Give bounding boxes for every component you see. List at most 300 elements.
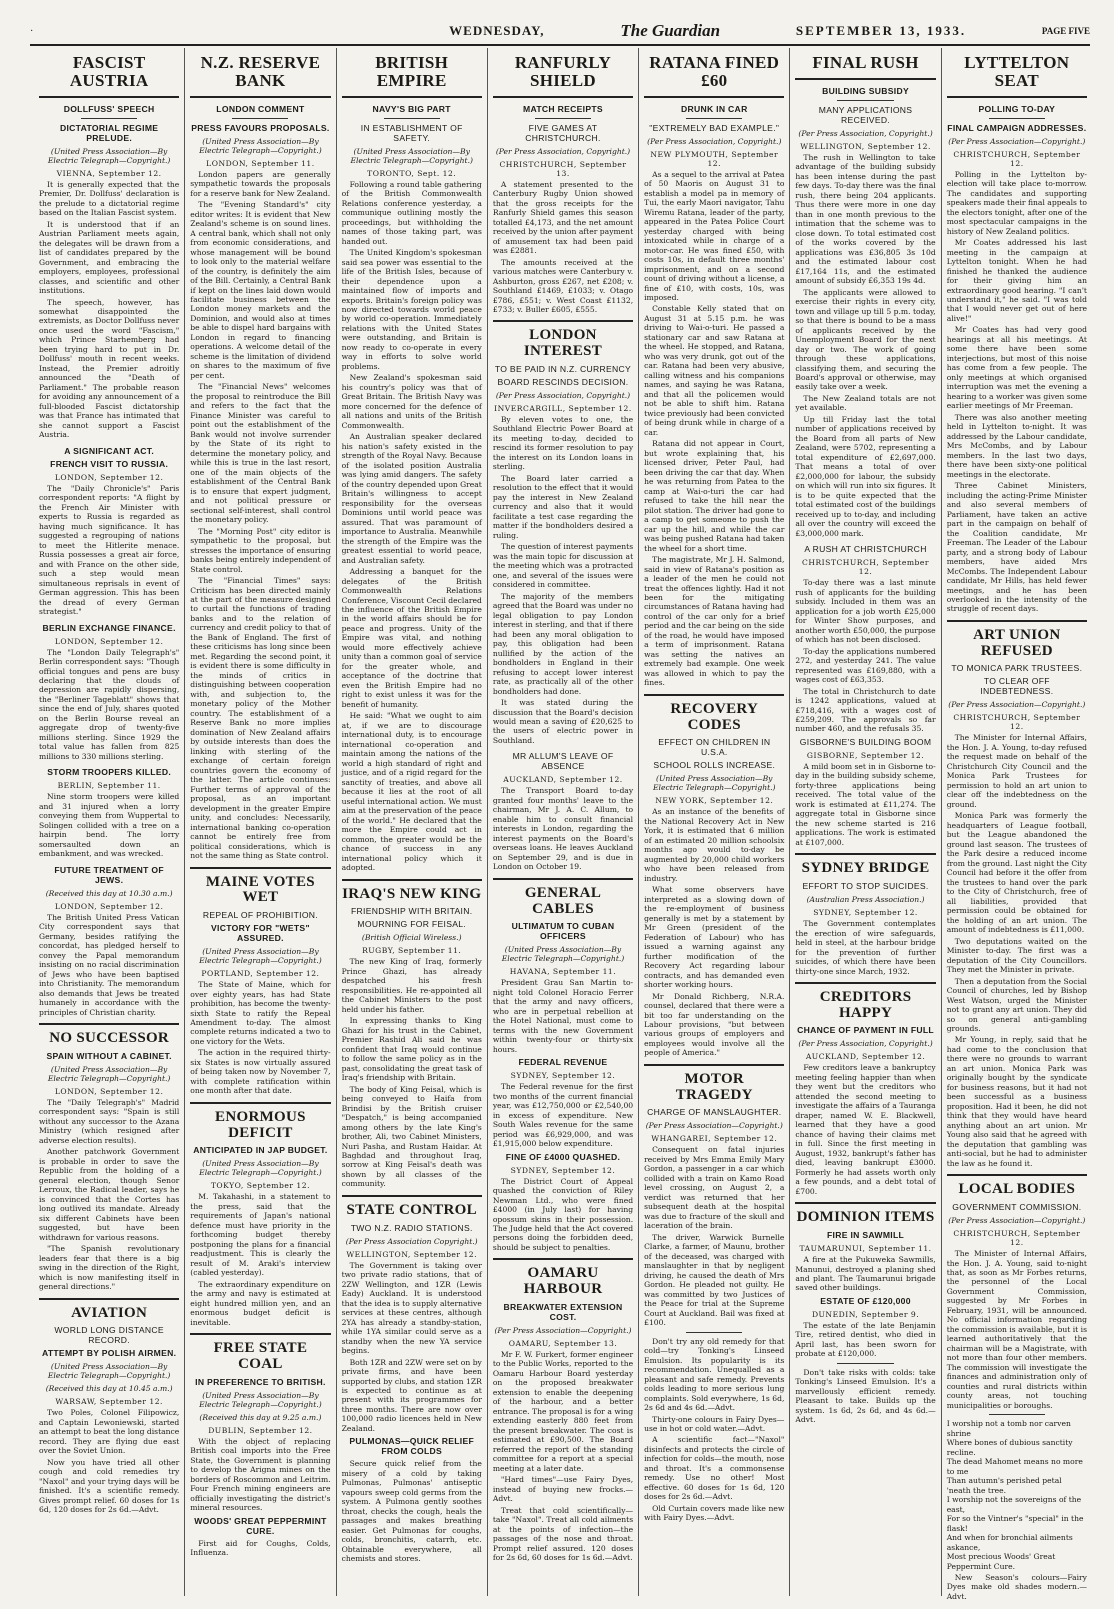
- subheadline: REPEAL OF PROHIBITION.: [202, 910, 318, 921]
- divider: [342, 879, 482, 881]
- headline: DOMINION ITEMS: [796, 1209, 935, 1226]
- paragraph: The question of interest payments was the main topic for discussion at the meeting which was a protracted one, and several of the issues were considered in committee.: [492, 542, 634, 590]
- paragraph: The British United Press Vatican City correspondent says that Germany, besides ratifying the concordat, has pledged herself to convey the Papal memorandum insisting on no racial discrimination of Jews who have been baptised into Christianity. The memorandum also demands that Jews be treated humanely in accordance with the principles of Christian charity.: [39, 912, 180, 1017]
- story-iraq-king: [342, 879, 482, 1189]
- subheadline: GISBORNE'S BUILDING BOOM: [799, 736, 932, 747]
- divider: [81, 118, 137, 119]
- headline: ART UNION REFUSED: [973, 626, 1061, 659]
- subheadline: BUILDING SUBSIDY: [822, 85, 910, 96]
- dateline: LONDON, September 12.: [54, 472, 164, 482]
- credit-line: (United Press Association—By Electric Telegraph—Copyright.): [350, 146, 473, 165]
- column-3: [337, 48, 488, 1596]
- headline: SYDNEY BRIDGE: [801, 860, 930, 877]
- paragraph: The extraordinary expenditure on the army and navy is estimated at eight hundred million yen, and an enormous budget deficit is inevitable.: [190, 1279, 331, 1327]
- credit-line: (Per Press Association, Copyright.): [798, 128, 933, 138]
- dateline: OAMARU, September 13.: [508, 1338, 618, 1348]
- credit-line: (Per Press Association, Copyright.): [798, 1039, 933, 1049]
- dateline: TOKYO, September 12.: [210, 1181, 310, 1191]
- divider: [686, 118, 742, 119]
- paragraph: It is understood that if an Austrian Parliament meets again, the delegates will be drawn from a list of candidates prepared by the Government, and embracing the employers, employees, professional classes, and scientific and other institutions.: [39, 219, 180, 296]
- paragraph: The magistrate, Mr J. H. Salmond, said in view of Ratana's position as a leader of the men he could not treat the offences lightly. Had it not been for the mitigating circumstances of Ratana having had control of the car only for a brief period and the car being on the side of the road, he would have imposed a term of imprisonment. Ratana was setting the natives an extremely bad example. One week was allowed in which to pay the fines.: [644, 555, 785, 688]
- paragraph: By eleven votes to one, the Southland Electric Power Board at its meeting to-day, decided to rescind its former resolution to pay the interest on its London loans in sterling.: [492, 414, 634, 472]
- masthead-day: WEDNESDAY,: [449, 23, 545, 38]
- divider: [795, 853, 935, 855]
- credit-line: (United Press Association—By Electric Telegraph—Copyright.): [47, 146, 171, 165]
- divider: [837, 1363, 893, 1364]
- credit-line: (United Press Association—By Electric Telegraph—Copyright.): [47, 1362, 171, 1381]
- subheadline: ANTICIPATED IN JAP BUDGET.: [193, 1145, 328, 1156]
- subheadline: PRESS FAVOURS PROPOSALS.: [191, 122, 330, 133]
- subheadline: SPAIN WITHOUT A CABINET.: [46, 1050, 172, 1061]
- divider: [342, 1195, 482, 1197]
- credit-line: (United Press Association—By Electric Telegraph—Copyright.): [501, 945, 625, 964]
- advertisement: Don't try any old remedy for that cold—try Tonking's Linseed Emulsion. Its popularity is its recommendation. Unequalled as a pleasant and safe remedy. Prevents colds leading to more serious lung complaints. Sold everywhere, 1s 6d, 2s 6d and 4s 6d.—Advt.: [644, 1336, 785, 1413]
- subheadline: A SIGNIFICANT ACT.: [64, 445, 155, 456]
- paragraph: The State of Maine, which for over eighty years, has had State prohibition, has become the twenty-sixth State to ratify the Repeal Amendment to-day. The almost complete returns indicated a two to one victory for the Wets.: [190, 980, 331, 1046]
- story-free-state-coal: [190, 1333, 330, 1557]
- advertisement: Thirty-one colours in Fairy Dyes—use in hot or cold water.—Advt.: [644, 1414, 785, 1433]
- advertisement: New Season's colours—Fairy Dyes make old shades modern.—Advt.: [946, 1573, 1087, 1601]
- story-maine-votes: [190, 867, 330, 1096]
- story-ranfurly-shield: [493, 54, 633, 314]
- credit-line: (Per Press Association Copyright.): [345, 1236, 478, 1246]
- dateline: CHRISTCHURCH, September 12.: [953, 149, 1081, 168]
- paragraph: With the object of replacing British coal imports into the Free State, the Government is planning to develop the Arigna mines on the borders of Roscommon and Leitrim. Four French mining engineers are officially investigating the district's mineral resources.: [190, 1436, 331, 1513]
- divider: [493, 96, 633, 98]
- subheadline: IN PREFERENCE TO BRITISH.: [195, 1376, 326, 1387]
- divider: [190, 1333, 330, 1335]
- paragraph: Ratana did not appear in Court, but wrote explaining that, his licensed driver, Peter Paul, had been driving the car that day. When he was returning from Patea to the camp at Wai-o-turi the car had refused to take the hill near the pilot station. The driver had gone to a camp to get someone to push the car up the hill, and while the car was being pushed Ratana had taken the wheel for a short time.: [644, 439, 785, 553]
- advertisement: "Hard times"—use Fairy Dyes, instead of buying new frocks.—Advt.: [492, 1475, 634, 1504]
- dateline: PORTLAND, September 12.: [201, 969, 320, 979]
- credit-line: (United Press Association—By Electric Telegraph—Copyright.): [199, 136, 322, 155]
- subheadline: BOARD RESCINDS DECISION.: [497, 376, 629, 387]
- subheadline: DOLLFUSS' SPEECH: [63, 103, 155, 114]
- credit-line: (United Press Association—By Electric Telegraph—Copyright.): [199, 947, 322, 966]
- column-6: [790, 48, 941, 1596]
- column-5: [639, 48, 790, 1596]
- divider: [795, 982, 935, 984]
- subheadline: VICTORY FOR "WETS" ASSURED.: [210, 923, 310, 944]
- paragraph: To-day there was a last minute rush of applicants for the building subsidy. Included in them was an application for a job worth £25,000 for Winter Show purposes, and another worth £50,000, the purpose of which has not been disclosed.: [795, 578, 936, 645]
- story-oamaru-harbour: [493, 1258, 633, 1562]
- divider: [232, 118, 288, 119]
- dateline: WELLINGTON, September 12.: [800, 141, 931, 151]
- divider: [686, 1332, 742, 1333]
- dateline: GISBORNE, September 12.: [806, 750, 925, 760]
- credit-line: (United Press Association—By Electric Telegraph—Copyright.): [653, 774, 776, 793]
- subheadline: NAVY'S BIG PART: [372, 103, 451, 114]
- subheadline: EFFORT TO STOP SUICIDES.: [802, 881, 929, 892]
- subheadline: FRIENDSHIP WITH BRITAIN.: [350, 906, 473, 917]
- headline: CREDITORS HAPPY: [819, 988, 912, 1021]
- divider: [644, 694, 784, 696]
- dateline: TORONTO, Sept. 12.: [367, 168, 457, 178]
- paragraph: The "Financial Times" says: Criticism has been directed mainly at the part of the measure designed to curtail the functions of trading banks and to the relation of currency and credit policy to that of the Bank of England. The first of these criticisms has long since been met. Regarding the second point, it is evident there is some difficulty in the minds of critics in distinguishing between cooperation with, and subjection to, the monetary policy of the Mother country. The establishment of a Reserve Bank no more implies domination of New Zealand affairs by outside interests than does the linking with sterling of the exchange of certain foreign countries govern the economy of the latter. The article continues: Further terms of approval of the proposal, as an important development in the greater Empire unity, and concludes: Necessarily, international banking co-operation cannot be entirely free from political considerations, which is not the same thing as State control.: [190, 576, 331, 861]
- headline: STATE CONTROL: [346, 1201, 477, 1218]
- story-aviation: [39, 1298, 179, 1515]
- paragraph: The Transport Board to-day granted four months' leave to the chairman, Mr J. A. C. Allum, to enable him to consult financial interests in London, regarding the interest payments on the Board's overseas loans. He leaves Auckland on September 29, and is due in London on October 19.: [492, 786, 634, 872]
- story-christchurch-rush: [795, 544, 935, 847]
- paragraph: The Federal revenue for the first two months of the current financial year, was £12,750,000 or £2,540,00 in excess of expenditure. New South Wales revenue for the same period was £6,929,000, and was £1,915,000 below expenditure.: [492, 1082, 634, 1149]
- paragraph: The new King of Iraq, formerly Prince Ghazi, has already despatched his fresh responsibilities. He re-appointed all the Cabinet Ministers to the post held under his father.: [341, 957, 482, 1014]
- paragraph: He said: "What we ought to aim at, if we are to discourage international duty, is to encourage international co-operation and maintain among the nations of the world a high standard of right and justice, and of a rigid regard for the sanctity of treaties, and above all because it lies at the root of all useful international action. We must aim at the preservation of the peace of the world." He declared that the more the Empire could act in common, the greater would be the chance of success in any international policy which it adopted.: [341, 711, 482, 873]
- subheadline: FINE OF £4000 QUASHED.: [505, 1151, 621, 1162]
- story-storm-troopers: [39, 767, 179, 858]
- headline: FASCIST AUSTRIA: [69, 53, 149, 90]
- headline: RANFURLY SHIELD: [514, 53, 612, 90]
- paragraph: The applicants were allowed to exercise their rights in every city, town and village up till 5 p.m. today, so that there is bound to be a mass of applicants received by the Unemployment Board for the next day or two. The work of going through these applications, classifying them, and securing the Board's approval or otherwise, may easily take over a week.: [795, 287, 936, 392]
- subheadline: EFFECT ON CHILDREN IN U.S.A.: [658, 737, 771, 758]
- divider: [837, 100, 893, 101]
- subheadline: CHANCE OF PAYMENT IN FULL: [797, 1025, 934, 1036]
- subheadline: SCHOOL ROLLS INCREASE.: [653, 760, 776, 771]
- paragraph: Addressing a banquet for the delegates of the British Commonwealth Relations Conference, Viscount Cecil declared the influence of the British Empire in the world affairs should be for peace and progress. Unity of the Empire was vital, and nothing would more effectively achieve unity than a common goal of service for the greater whole, and acceptance of the doctrine that even the British Empire had no right to exist unless it was for the benefit of humanity.: [341, 567, 482, 709]
- paragraph: Polling in the Lyttelton by-election will take place to-morrow. The candidates and supporting speakers made their final appeals to the electors tonight, after one of the most spectacular campaigns in the history of New Zealand politics.: [946, 169, 1087, 236]
- divider: [190, 867, 330, 869]
- dateline: SYDNEY, September 12.: [510, 1165, 616, 1175]
- credit-line: (Per Press Association, Copyright.): [495, 390, 631, 400]
- paragraph: The estate of the late Benjamin Tire, retired dentist, who died in April last, has been sworn for probate at £120,000.: [795, 1320, 936, 1359]
- story-reserve-bank: [190, 54, 330, 861]
- paragraph: The body of King Feisal, which is being conveyed to Haifa from Brindisi by the British cruiser "Despatch," is being accompanied among others by the late King's brother, Ali, two Cabinet Ministers, Nuri Pasha, and Rustam Haidar. At Baghdad and throughout Iraq, sorrow at King Feisal's death was shown by all classes of the community.: [341, 1084, 482, 1189]
- paragraph: New Zealand's spokesman said his country's policy was that of Great Britain. The British Navy was more concerned for the defence of all nations and units of the British Commonwealth.: [341, 373, 482, 430]
- credit-line: (Australian Press Association.): [806, 895, 925, 905]
- headline: LOCAL BODIES: [958, 1181, 1076, 1198]
- story-creditors-happy: [795, 982, 935, 1196]
- paragraph: Constable Kelly stated that on August 31 at 5.15 p.m. he was driving to Wai-o-turi. He passed a stationary car and saw Ratana at the wheel. He stopped, and Ratana, who was very drunk, got out of the car. Ratana had been very abusive, calling witness and his companions names, and saying he was Ratana, and that all the policemen would not be able to shift him. Ratana twice previously had been convicted of being drunk while in charge of a car.: [644, 304, 785, 437]
- story-enormous-deficit: [190, 1102, 330, 1327]
- paragraph: Mr Young, in reply, said that he had come to the conclusion that there were no grounds to warrant an art union. Monica Park was originally bought by the syndicate for business reasons, but it had not been successful as a business proposition. Had it been, he did not think that they would have heard anything about an art union. Mr Young also said that he agreed with the deputation that gambling was anti-social, but he had to administer the law as he found it.: [946, 1035, 1087, 1168]
- divider: [989, 118, 1045, 119]
- story-recovery-codes: [644, 694, 784, 1058]
- subheadline: ESTATE OF £120,000: [820, 1295, 911, 1306]
- credit-line: (United Press Association—By Electric Telegraph—Copyright.): [47, 1064, 171, 1083]
- story-dominion-items: [795, 1202, 935, 1425]
- story-british-empire: [342, 54, 482, 873]
- paragraph: An Australian speaker declared his nation's safety existed in the strength of the Royal Navy. Because of the isolated position Australia was lying amid dangers. The safety of the country depended upon Great Britain's willingness to accept responsibility for the overseas Dominions until world peace was assured. That was paramount of importance to Australia. Meanwhile the strength of the Empire was the greatest essential to world peace, and Australian safety.: [341, 432, 482, 565]
- headline: FINAL RUSH: [812, 53, 919, 72]
- paragraph: The rush in Wellington to take advantage of the building subsidy has been intense during the past few days. To-day there was the final rush, there being 204 applicants. Thus there were more in one day than in one month previous to the intimation that the scheme was to close down. To total estimated cost of the works covered by the applications was £36,805 3s 10d and the estimated labour cost £17,164 11s, and the estimated amount of subsidy £6,353 19s 4d.: [795, 152, 936, 286]
- divider: [947, 96, 1087, 98]
- paragraph: Then a deputation from the Social Council of churches, led by Bishop West Watson, urged the Minister not to grant any art union. They did so on general anti-gambling grounds.: [946, 976, 1087, 1033]
- dateline: CHRISTCHURCH, September 13.: [499, 159, 627, 178]
- story-significant-act: [39, 446, 179, 617]
- paragraph: The Government contemplates the erection of wire safeguards, held in steel, at the harbour bridge for the prevention of further suicides, of which there have been thirty-one since March, 1932.: [795, 919, 936, 976]
- divider: [39, 1023, 179, 1025]
- headline: RATANA FINED £60: [649, 53, 780, 90]
- subheadline: FIVE GAMES AT CHRISTCHURCH.: [525, 122, 601, 143]
- paragraph: The Minister of Internal Affairs, the Hon. J. A. Young, said to-night that, as soon as Mr Forbes returns, the personnel of the Local Government Commission, suggested by Mr Forbes in February, 1931, will be announced. No official information regarding the commission is available, but it is learned authoritatively that the chairman will be a Magistrate, with not more than four other members. The commission will investigate the finances and administration only of counties and rural districts within county areas, not touching municipalities or boroughs.: [946, 1249, 1087, 1410]
- paragraph: Up till Friday last the total number of applications received by the Board from all parts of New Zealand, were 5702, representing a total expenditure of £2,697,000. That means a total of over £2,000,000 for labour, the subsidy on which will run into six figures. It is to be quite expected that the total estimated cost of the buildings received up to to-day, and including all over the country will exceed the £3,000,000 mark.: [795, 414, 936, 538]
- story-general-cables: [493, 878, 633, 1253]
- subheadline: TWO N.Z. RADIO STATIONS.: [350, 1222, 473, 1233]
- subheadline: MANY APPLICATIONS RECEIVED.: [818, 104, 913, 125]
- paragraph: Mr Donald Richberg, N.R.A. counsel, declared that there were a bit too far understanding on the Labour provisions, "but between various groups of employers and employees would involve all the people of America.": [644, 991, 785, 1058]
- headline: AVIATION: [71, 1304, 148, 1321]
- paragraph: The driver, Warwick Burnelle Clarke, a farmer, of Maunu, brother of the deceased, was charged with manslaughter in that by negligent driving, he caused the death of Mrs Gordon. He pleaded not guilty. He was committed by two Justices of the Peace for trial at the Supreme Court at Auckland. Bail was fixed at £100.: [644, 1232, 785, 1328]
- headline: N.Z. RESERVE BANK: [200, 53, 321, 90]
- paragraph: The majority of the members agreed that the Board was under no legal obligation to pay London interest in sterling, and that if there had been any moral obligation to pay, this obligation had been nullified by the action of the bondholders in England in their refusing to accept lower interest rate, as practically all of the other bondholders had done.: [492, 591, 634, 696]
- headline: BRITISH EMPIRE: [375, 53, 449, 90]
- paragraph: The speech, however, has somewhat disappointed the extremists, as Doctor Dollfuss never once used the word "Fascism," which Prince Starhemberg had been trying hard to put in Dr. Dollfuss' mouth in recent weeks. Instead, the Premier adroitly announced the "Death of Parliament." The probable reason for avoiding any announcement of a full-blooded Fascist dictatorship was that France has intimated that she cannot support a Fascist Austria.: [39, 297, 180, 440]
- paragraph: Mr Coates addressed his last meeting in the campaign at Lyttelton tonight. When he had finished he thanked the audience for their giving him an extraordinary good hearing. "I can't understand it," he said. "I was told that I would never get out of here alive!": [946, 238, 1087, 323]
- divider: [989, 1414, 1045, 1415]
- column-4: [488, 48, 639, 1596]
- advertisement: Secure quick relief from the misery of a cold by taking Pulmonas, Pulmonas' antiseptic vapours sweep cold germs from the system. A Pulmona gently soothes throat, checks the cough, heals the passages and makes breathing easier. Get Pulmonas for coughs, colds, bronchitis, catarrh, etc. Obtainable everywhere, all chemists and stores.: [341, 1459, 482, 1564]
- subheadline: TO CLEAR OFF INDEBTEDNESS.: [980, 676, 1054, 697]
- subheadline: GOVERNMENT COMMISSION.: [952, 1202, 1082, 1213]
- advertisement: A scientific fact—"Naxol" disinfects and protects the circle of infection for colds—the mouth, nose and throat. It's a commonsense remedy. Use no other! Most effective. 60 doses for 1s 6d, 120 doses for 2s 6d.—Advt.: [644, 1435, 785, 1502]
- paragraph: Consequent on fatal injuries received by Mrs Emma Emily Mary Gordon, a passenger in a car which collided with a train on Kamo Road level crossing, on August 2, a verdict was returned that her subsequent death at the hospital was due to fracture of the skull and laceration of the brain.: [644, 1145, 785, 1231]
- headline: MOTOR TRAGEDY: [675, 1070, 753, 1103]
- subheadline: WORLD LONG DISTANCE RECORD.: [54, 1325, 164, 1346]
- headline: MAINE VOTES WET: [205, 873, 315, 906]
- dateline: VIENNA, September 12.: [56, 168, 162, 178]
- dateline: DUBLIN, September 12.: [208, 1425, 313, 1435]
- divider: [644, 1064, 784, 1066]
- advertisement: Treat that cold scientifically—take "Naxol". Treat all cold ailments at the points of infection—the passages of the nose and throat. Prompt relief assured. 120 doses for 2s 6d, 60 doses for 1s 6d.—Advt.: [492, 1505, 634, 1563]
- headline: FREE STATE COAL: [213, 1340, 308, 1372]
- received-line: (Received this day at 9.25 a.m.): [199, 1412, 322, 1422]
- story-future-jews: [39, 865, 179, 1017]
- divider: [795, 1202, 935, 1204]
- subheadline: ATTEMPT BY POLISH AIRMEN.: [41, 1348, 177, 1359]
- subheadline: FRENCH VISIT TO RUSSIA.: [50, 458, 169, 469]
- headline: GENERAL CABLES: [524, 884, 602, 917]
- divider: [795, 78, 935, 80]
- dateline: AUCKLAND, September 12.: [503, 775, 623, 785]
- headline: OAMARU HARBOUR: [523, 1265, 603, 1298]
- subheadline: TO MONICA PARK TRUSTEES.: [951, 663, 1083, 674]
- dateline: WARSAW, September 12.: [55, 1397, 163, 1407]
- story-final-rush: [795, 54, 935, 538]
- paragraph: Few creditors leave a bankruptcy meeting feeling happier than when they went but the creditors who attended the second meeting to investigate the affairs of a Tauranga draper, named W. E. Blackwell, learned that they have a good chance of having their claims met in full. Since the first meeting in August, 1932, bankrupt's father has died, leaving bankrupt £3000. Formerly he had assets worth only a few pounds, and a debt total of £700.: [795, 1063, 936, 1196]
- paragraph: The District Court of Appeal quashed the conviction of Riley Newman Ltd., who were fined £4000 (in July last) for having opossum skins in their possession. The Judge held that the Act covered persons doing the forbidden deed, should be subject to penalties.: [492, 1176, 634, 1252]
- masthead-page: PAGE FIVE: [1041, 26, 1090, 36]
- subheadline: FEDERAL REVENUE: [518, 1057, 608, 1068]
- received-line: (Received this day at 10.30 a.m.): [45, 888, 173, 898]
- divider: [190, 96, 330, 98]
- subheadline: IN ESTABLISHMENT OF SAFETY.: [360, 122, 463, 143]
- paragraph: It was stated during the discussion that the Board's decision would mean a saving of £20,625 to the users of electric power in Southland.: [492, 698, 634, 745]
- paragraph: The amounts received at the various matches were Canterbury v. Ashburton, gross £267, net £208; v. Southland £1469, £1033; v. Otago £786, £551; v. West Coast £1132, £733; v. Buller £605, £555.: [492, 257, 634, 314]
- paragraph: A mild boom set in in Gisborne to-day in the building subsidy scheme, forty-three applications being received. The total value of the work is estimated at £11,274. The aggregate total in Gisborne since the new scheme started is 216 applications. The work is estimated at £107,000.: [795, 761, 936, 847]
- subheadline: TO BE PAID IN N.Z. CURRENCY: [494, 363, 632, 374]
- dateline: RUGBY, September 11.: [362, 946, 462, 956]
- story-motor-tragedy: [644, 1064, 784, 1523]
- paragraph: The "London Daily Telegraph's" Berlin correspondent says: "Though official tongues and pens are busy declaring that the clouds of depression are rapidly dispersing, the "Berliner Tageblatt" shows that since the end of July, shares quoted on the Berlin Bourse reveal an aggregate drop of twenty-five millions sterling. Since 1929 the total value has fallen from 825 millions to 330 millions sterling.: [39, 647, 180, 761]
- paragraph: London papers are generally sympathetic towards the proposals for a reserve bank for New Zealand.: [190, 169, 331, 198]
- paragraph: President Grau San Martin to-night told Colonel Horacio Ferrer that the army and navy officers, who are in perpetual rebellion at the Hotel National, must come to terms with the new Government within twenty-four or thirty-six hours.: [492, 978, 634, 1054]
- divider: [535, 118, 591, 119]
- paragraph: Following a round table gathering of the British Commonwealth Relations conference yesterday, a communique outlining mostly the proceedings, but withholding the names of those taking part, was handed out.: [341, 179, 482, 246]
- story-fascist-austria: [39, 54, 179, 440]
- credit-line: (Per Press Association, Copyright.): [495, 146, 631, 156]
- advertisement-verse: I worship not a tomb nor carven shrine Where bones of dubious sanctity recline. The dead Mahomet means no more to me Than autumn's perished petal 'neath the tree. I worship not the sovereigns of the east, For so the Vintner's "special" in the flask! And when for bronchial ailments askance, Most precious Woods' Great Peppermint Cure.: [946, 1419, 1084, 1571]
- subheadline: DICTATORIAL REGIME PRELUDE.: [59, 122, 159, 143]
- dateline: SYDNEY, September 12.: [510, 1071, 616, 1081]
- newspaper-columns: [34, 48, 1092, 1601]
- credit-line: (United Press Association—By Electric Telegraph—Copyright.): [199, 1159, 322, 1178]
- divider: [493, 1258, 633, 1260]
- credit-line: (United Press Association—By Electric Telegraph—Copyright.): [199, 1390, 322, 1409]
- paragraph: Another patchwork Government is probable in order to save the Republic from the holding of a general election, though Senor Lerroux, the Radical leader, says he is convinced that the Cortes has long outlived its mandate. Already six different Cabinets have been suggested, but have been withdrawn for various reasons.: [39, 1147, 180, 1242]
- paragraph: Mr Coates has had very good hearings at all his meetings. At some there have been some interjections, but most of this noise has come from a few people. The only meetings at which organised interruption was met the evening a hearing to a worker was given some earlier meetings of Mr Freeman.: [946, 325, 1087, 411]
- received-line: (Received this day at 10.45 a.m.): [45, 1384, 173, 1394]
- dateline: LONDON, September 12.: [54, 901, 164, 911]
- paragraph: The Minister for Internal Affairs, the Hon. J. A. Young, to-day refused the request made on behalf of the Christchurch City Council and the Monica Park Trustees for permission to hold an art union to clear off the indebtedness on the ground.: [946, 733, 1087, 809]
- story-allum-leave: [493, 751, 633, 871]
- dateline: NEW YORK, September 12.: [655, 796, 774, 806]
- dateline: CHRISTCHURCH, September 12.: [953, 1229, 1081, 1248]
- masthead-paper-name: The Guardian: [620, 21, 721, 40]
- story-no-successor: [39, 1023, 179, 1291]
- divider: [947, 1174, 1087, 1176]
- advertisement: First aid for Coughs, Colds, Influenza.: [190, 1538, 331, 1558]
- masthead: [30, 18, 1090, 46]
- subheadline: MOURNING FOR FEISAL.: [357, 919, 467, 930]
- subheadline: STORM TROOPERS KILLED.: [47, 767, 172, 778]
- paragraph: Both 1ZR and 2ZW were set on by private firms, and have been supported by clubs, and station 1ZR is expected to continue as at present with its programmes for three months. There are now over 100,000 radio licences held in New Zealand.: [341, 1357, 482, 1433]
- advertisement-heading: WOODS' GREAT PEPPERMINT CURE.: [194, 1515, 327, 1536]
- paragraph: The "Evening Standard's" city editor writes: It is evident that New Zealand's scheme is on sound lines. A central bank, which shall not only from economic considerations, and whose management will be bound to look only to the material welfare of the country, is definitely the aim of the Bill. Certainly, a Central Bank if kept on the lines laid down would facilitate business between the London money markets and the Dominion, and would also at times be able to dispel hard bargains with London in regard to financing operations. A welcome detail of the scheme is the limitation of dividend on shares to the maximum of five per cent.: [190, 200, 331, 380]
- divider: [644, 96, 784, 98]
- dateline: LONDON, September 12.: [54, 1086, 164, 1096]
- paragraph: The "Morning Post" city editor is sympathetic to the proposal, but stresses the importance of ensuring banks being entirely independent of State control.: [190, 526, 331, 574]
- column-2: [185, 48, 336, 1596]
- dateline: CHRISTCHURCH, September 12.: [953, 713, 1081, 732]
- story-london-interest: [493, 320, 633, 745]
- divider: [39, 96, 179, 98]
- dateline: WHANGAREI, September 12.: [651, 1134, 778, 1144]
- subheadline: FINAL CAMPAIGN ADDRESSES.: [947, 122, 1087, 133]
- subheadline: DRUNK IN CAR: [680, 103, 748, 114]
- paragraph: The action in the required thirty-six States is now virtually assured of being taken now by November 7, with complete ratification within one month after that date.: [190, 1048, 331, 1096]
- dateline: WELLINGTON, September 12.: [346, 1249, 478, 1259]
- divider: [384, 118, 440, 119]
- paragraph: Two Poles, Colonel Filipowicz, and Captain Lewoniewski, started an attempt to beat the long distance record. They are flying due east over the Soviet Union.: [39, 1408, 180, 1456]
- paragraph: The New Zealand totals are not yet available.: [795, 393, 936, 413]
- dateline: CHRISTCHURCH, September 12.: [802, 558, 930, 577]
- paragraph: As a sequel to the arrival at Patea of 50 Maoris on August 31 to establish a model pa in memory of Tui, the early Maori navigator, Tahu Wiremu Ratana, leader of the party, appeared in the Patea Police Court yesterday charged with being intoxicated while in charge of a motor-car. He was fined £50, with costs 10s, in default three months' imprisonment, and on a second count of driving without a license, a fine of £10, with costs, 10s, was imposed.: [644, 169, 785, 302]
- dateline: AUCKLAND, September 12.: [805, 1052, 926, 1062]
- advertisement: Old Curtain covers made like new with Fairy Dyes.—Advt.: [644, 1503, 785, 1523]
- paragraph: Monica Park was formerly the headquarters of League football, but the League abandoned the ground last season. The trustees of the Park desire a reduced income from the ground. Last night the City Council had before it the offer from the trustees to hand over the park to the City of Christchurch, free of all liabilities, provided that permission could be obtained for the holding of an art union. The amount of indebtedness is £11,000.: [946, 811, 1087, 935]
- dateline: NEW PLYMOUTH, September 12.: [650, 149, 779, 168]
- advertisement: Now you have tried all other cough and cold remedies try "Naxol" and your trying days will be finished. It's a scientific remedy. Gives prompt relief. 60 doses for 1s 6d, 120 doses for 2s 6d.—Advt.: [39, 1457, 180, 1515]
- credit-line: (Per Press Association—Copyright.): [948, 1216, 1086, 1226]
- subheadline: CHARGE OF MANSLAUGHTER.: [647, 1107, 782, 1118]
- credit-line: (Per Press Association—Copyright.): [948, 136, 1086, 146]
- dateline: BERLIN, September 11.: [57, 781, 161, 791]
- credit-line: (British Official Wireless.): [361, 933, 462, 943]
- story-sydney-bridge: [795, 853, 935, 976]
- credit-line: (Per Press Association—Copyright.): [948, 700, 1086, 710]
- column-1: [34, 48, 185, 1596]
- credit-line: (Per Press Association—Copyright.): [494, 1325, 632, 1335]
- paragraph: The Board later carried a resolution to the effect that it would pay the interest in New Zealand currency and also that it would facilitate a test case regarding the matter if the bondholders desired a ruling.: [492, 473, 634, 540]
- advertisement: Don't take risks with colds: take Tonking's Linseed Emulsion. It's a marvellously efficient remedy. Pleasant to take. Builds up the system. 1s 6d, 2s 6d, and 4s 6d.—Advt.: [795, 1367, 936, 1425]
- paragraph: The "Daily Chronicle's" Paris correspondent reports: "A flight by the French Air Minister with experts to Russia is regarded as having much significance. It has suggested a regrouping of nations to meet the Hitlerite menace. Russia possesses a great air force, and with France on the other side, such a step would mean simultaneous reprisals in event of German aggression. This has been the dread of every German strategist.": [39, 483, 180, 617]
- corner-mark: ·: [30, 25, 34, 37]
- subheadline: MR ALLUM'S LEAVE OF ABSENCE: [512, 751, 614, 772]
- paragraph: The United Kingdom's spokesman said sea power was essential to the life of the British Isles, because of their dependence upon a maintained flow of imports and exports. Britain's foreign policy was now directed towards world peace by world co-operation. Immediately relations with the United States were outstanding, and Britain is now ready to co-operate in every way in efforts to solve world problems.: [341, 248, 482, 371]
- story-state-control: [342, 1195, 482, 1564]
- subheadline: MATCH RECEIPTS: [523, 103, 603, 114]
- paragraph: To-day the applications numbered 272, and yesterday 241. The value represented was £169,880, with a wages cost of £63,353.: [795, 646, 936, 685]
- divider: [190, 1102, 330, 1104]
- paragraph: The total in Christchurch to date is 1242 applications, valued at £718,416, with a wages cost of £259,209. The approvals so far number 460, and the refusals 35.: [795, 686, 936, 734]
- credit-line: (Per Press Association—Copyright.): [645, 1121, 783, 1131]
- headline: RECOVERY CODES: [670, 700, 759, 733]
- divider: [493, 320, 633, 322]
- paragraph: As an instance of the benefits of the National Recovery Act in New York, it is estimated that 6 million of an estimated 20 million schoolsix months ago would to-day be augmented by 20,000 child workers who have been released from industry.: [644, 807, 785, 883]
- dateline: SYDNEY, September 12.: [813, 908, 918, 918]
- subheadline: LONDON COMMENT: [216, 103, 305, 114]
- dateline: LONDON, September 12.: [54, 636, 164, 646]
- subheadline: "EXTREMELY BAD EXAMPLE.": [649, 122, 780, 133]
- subheadline: FIRE IN SAWMILL: [827, 1230, 905, 1241]
- story-berlin-finance: [39, 623, 179, 762]
- paragraph: The "Daily Telegraph's" Madrid correspondent says: "Spain is still without any successor to the Azana Ministry (which resigned after adverse election results).: [39, 1097, 180, 1145]
- paragraph: Three Cabinet Ministers, including the acting-Prime Minister and also several members of Parliament, have taken an active part in the campaign on behalf of the Coalition candidate, Mr Freeman. The Leader of the Labour party, and a strong body of Labour members, have aided Mrs McCombs. The Independent Labour candidate, Mr Hills, has held fewer meetings, and he has been overlooked in the intensity of the struggle of recent days.: [946, 481, 1087, 614]
- headline: IRAQ'S NEW KING: [342, 885, 482, 902]
- paragraph: The Government is taking over two private radio stations, that of 2ZW Wellington, and 1ZR (Lewis Eady) Auckland. It is understood that the idea is to supply alternative services at these centres, although 2YA has already a standby-station, while 1YA similar could serve as a standby when the new YA service begins.: [341, 1260, 482, 1356]
- masthead-date: SEPTEMBER 13, 1933.: [795, 23, 967, 38]
- story-lyttelton-seat: [947, 54, 1087, 614]
- paragraph: "The Spanish revolutionary leaders fear that there is a big swing in the direction of the Right, which is now manifesting itself in general directions.": [39, 1244, 180, 1292]
- divider: [342, 96, 482, 98]
- subheadline: ULTIMATUM TO CUBAN OFFICERS: [511, 921, 615, 942]
- divider: [947, 620, 1087, 622]
- headline: NO SUCCESSOR: [49, 1030, 170, 1047]
- paragraph: A statement presented to the Canterbury Rugby Union showed that the gross receipts for the Ranfurly Shield games this season totalled £4,173, and the net amount received by the union after payment of amusement tax had been paid was £2881.: [492, 179, 634, 256]
- paragraph: Nine storm troopers were killed and 31 injured when a lorry conveying them from Wuppertal to Solingen collided with a tree on a hairpin bend. The lorry somersaulted down an embankment, and was wrecked.: [39, 792, 180, 859]
- dateline: INVERCARGILL, September 12.: [494, 403, 632, 413]
- paragraph: The "Financial News" welcomes the proposal to reintroduce the Bill and refers to the fact that the Finance Minister was careful to point out the establishment of the Bank would not involve surrender by the State of its right to determine the monetary policy, and while this is true in the last resort, one of the main objects of the establishment of the Central Bank is to ensure that expert judgment, and not political pressure or sectional self-interest, shall control the monetary policy.: [190, 382, 331, 525]
- subheadline: POLLING TO-DAY: [978, 103, 1056, 114]
- dateline: DUNEDIN, September 9.: [811, 1309, 920, 1319]
- story-local-bodies: [947, 1174, 1087, 1601]
- subheadline: BERLIN EXCHANGE FINANCE.: [42, 622, 176, 633]
- paragraph: What some observers have interpreted as a slowing down of the re-employment of business generally is met by a statement by Mr Green (president of the Federation of Labour) who has issued a warning against any further modification of the Recovery Act regarding labour contracts, and has demanded even shorter working hours.: [644, 885, 785, 990]
- paragraph: A fire at the Pukuweka Sawmills, Manunui, destroyed a planing shed and plant. The Taumarunui brigade saved other buildings.: [795, 1255, 936, 1293]
- dateline: LONDON, September 11.: [206, 158, 315, 168]
- headline: LYTTELTON SEAT: [964, 53, 1070, 90]
- advertisement-heading: PULMONAS—QUICK RELIEF FROM COLDS: [349, 1436, 475, 1457]
- paragraph: Mr F. W. Furkert, former engineer to the Public Works, reported to the Oamaru Harbour Board yesterday on the proposed breakwater extension to enable the deepening of the harbour, and a better entrance. The proposal is for a wing extending easterly 880 feet from the present breakwater. The cost is estimated at £90,500. The Board referred the report of the standing committee for a report at a special meeting at a later date.: [492, 1349, 634, 1473]
- divider: [493, 878, 633, 880]
- subheadline: A RUSH AT CHRISTCHURCH: [804, 544, 927, 555]
- column-7: [942, 48, 1092, 1601]
- paragraph: M. Takahashi, in a statement to the press, said that the requirements of Japan's national defence must have priority in the forthcoming budget thereby postponing the plans for a financial readjustment. This is clearly the result of M. Araki's interview (cabled yesterday).: [190, 1192, 331, 1278]
- divider: [39, 1298, 179, 1300]
- dateline: HAVANA, September 11.: [509, 967, 617, 977]
- paragraph: In expressing thanks to King Ghazi for his trust in the Cabinet, Premier Rashid Ali said he was confident that Iraq would continue to follow the same policy as in the past, consolidating the great task of Iraq's friendship with Britain.: [341, 1016, 482, 1083]
- subheadline: BREAKWATER EXTENSION COST.: [503, 1301, 623, 1322]
- credit-line: (Per Press Association, Copyright.): [647, 136, 782, 146]
- paragraph: Two deputations waited on the Minister to-day. The first was a deputation of the City Councillors. They met the Minister in private.: [946, 936, 1087, 975]
- story-ratana-fined: [644, 54, 784, 688]
- headline: ENORMOUS DEFICIT: [215, 1108, 306, 1141]
- paragraph: There was also another meeting held in Lyttelton to-night. It was addressed by the Labour candidate, Mrs McCombs, and by Labour members. In the last two days, there have been sixty-one political meetings in the electorate.: [946, 412, 1087, 479]
- subheadline: FUTURE TREATMENT OF JEWS.: [54, 864, 164, 885]
- headline: LONDON INTEREST: [523, 327, 603, 360]
- dateline: TAUMARUNUI, September 11.: [799, 1244, 932, 1254]
- paragraph: It is generally expected that the Premier, Dr. Dollfuss' declaration is the prelude to a dictatorial regime based on the Italian Fascist system.: [39, 179, 180, 218]
- story-art-union: [947, 620, 1087, 1168]
